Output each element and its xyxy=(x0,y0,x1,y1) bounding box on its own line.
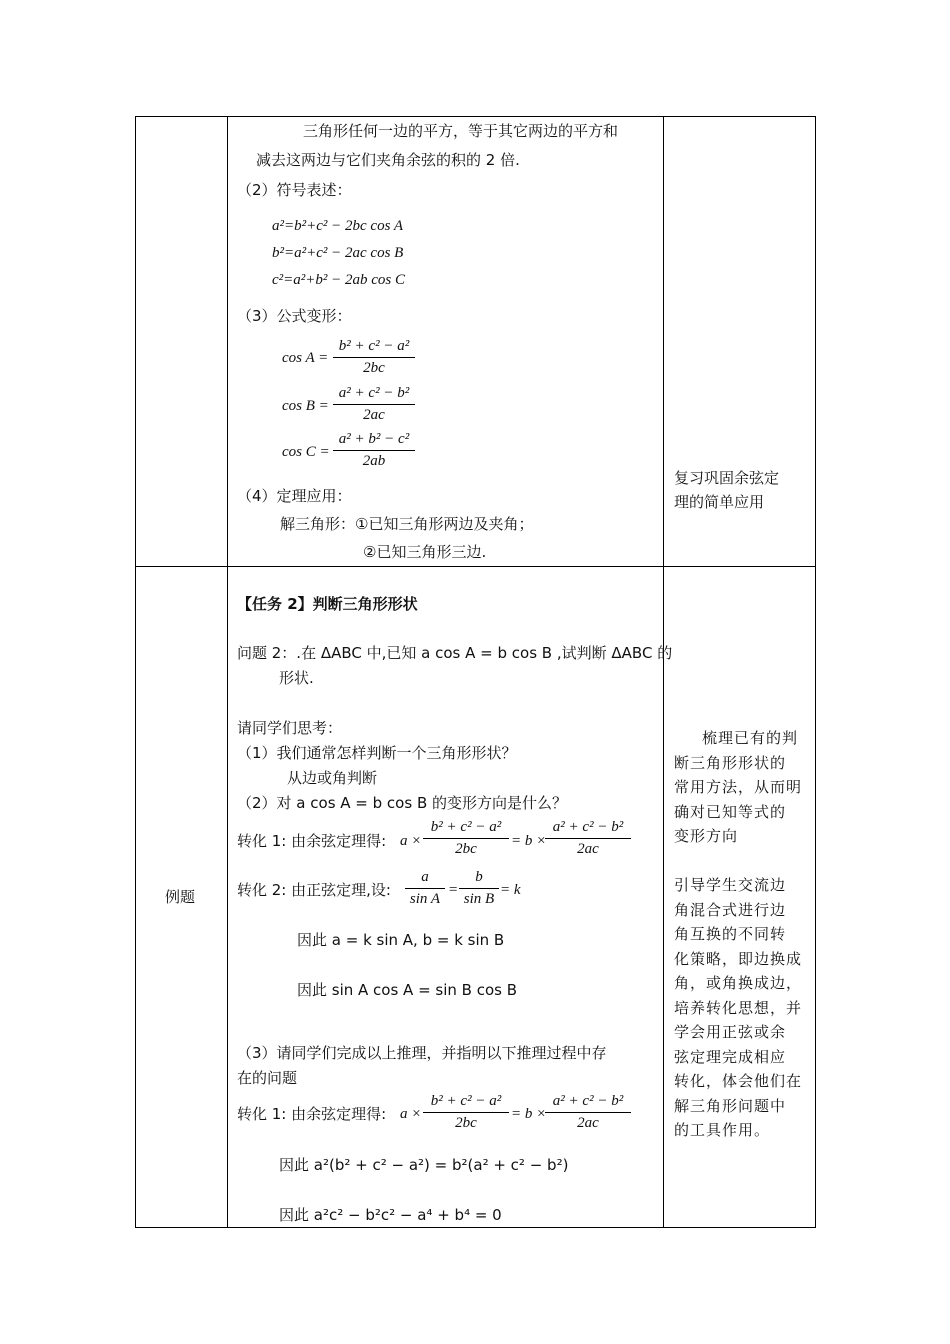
conversion1b-label: 转化 1: 由余弦定理得: xyxy=(237,1105,387,1123)
law-of-cosines-eq-a: a²=b²+c² − 2bc cos A xyxy=(272,218,404,234)
therefore-line4: 因此 a²c² − b²c² − a⁴ + b⁴ = 0 xyxy=(279,1206,502,1224)
row2-note-line: 角，或角换成边， xyxy=(674,974,803,992)
conversion1-fraction-right xyxy=(545,819,631,858)
conversion1b-fraction-right xyxy=(545,1093,631,1132)
conversion2-den-a: sin A xyxy=(409,891,441,907)
apply-line1: 解三角形：①已知三角形两边及夹角； xyxy=(280,515,534,533)
row2-note-line: 引导学生交流边 xyxy=(674,876,787,894)
row2-note-line: 的工具作用。 xyxy=(674,1121,771,1139)
apply-line2: ②已知三角形三边. xyxy=(363,543,487,561)
cosB-fraction xyxy=(333,385,415,424)
conversion1-den-left: 2bc xyxy=(455,841,477,857)
cosA-fraction xyxy=(333,338,415,377)
row2-note-line: 弦定理完成相应 xyxy=(674,1047,787,1066)
conversion1-fraction-left xyxy=(423,819,509,858)
row2-note-line xyxy=(674,849,809,874)
conversion1b-num-right: a² + c² − b² xyxy=(552,1093,624,1109)
transform-heading: （3）公式变形： xyxy=(237,307,352,325)
row2-note-line: 断三角形形状的 xyxy=(674,753,787,772)
cosC-lhs: cos C = xyxy=(282,444,330,460)
table-border-bottom xyxy=(135,1227,816,1228)
row1-note-line2: 理的简单应用 xyxy=(674,493,765,511)
conversion1b-fraction-left xyxy=(423,1093,509,1132)
row2-label: 例题 xyxy=(165,888,196,906)
law-of-cosines-eq-b: b²=a²+c² − 2ac cos B xyxy=(272,245,404,261)
cosA-numerator: b² + c² − a² xyxy=(338,338,410,354)
task-title: 【任务 2】判断三角形形状 xyxy=(237,595,418,613)
row2-note-line: 确对已知等式的 xyxy=(674,802,787,821)
conversion1-num-right: a² + c² − b² xyxy=(552,819,624,835)
conversion1b-a-times: a × xyxy=(400,1106,422,1122)
table-col-divider-1 xyxy=(227,116,228,1228)
cosC-denominator: 2ab xyxy=(362,453,386,469)
step1-question: （1）我们通常怎样判断一个三角形形状？ xyxy=(237,744,517,762)
conversion2-equals-k: = k xyxy=(500,882,521,898)
conversion1-a-times: a × xyxy=(400,833,422,849)
step3-line1: （3）请同学们完成以上推理，并指明以下推理过程中存 xyxy=(237,1044,607,1062)
row2-note-line: 化策略，即边换成 xyxy=(674,949,803,968)
conversion2-fraction-a xyxy=(405,869,445,908)
symbol-heading: （2）符号表述： xyxy=(237,181,352,199)
cosA-lhs: cos A = xyxy=(282,350,329,366)
row2-notes xyxy=(674,726,809,1143)
cosC-fraction xyxy=(333,431,415,470)
row1-note-line1: 复习巩固余弦定 xyxy=(674,469,780,487)
conversion2-fraction-b xyxy=(459,869,499,908)
conversion2-den-b: sin B xyxy=(463,891,495,907)
table-border-top xyxy=(135,116,816,117)
conversion1b-equals-b: = b × xyxy=(511,1106,547,1122)
row2-note-line: 解三角形问题中 xyxy=(674,1096,787,1115)
conversion1b-den-right: 2ac xyxy=(577,1115,599,1131)
conversion1b-den-left: 2bc xyxy=(455,1115,477,1131)
step1-answer: 从边或角判断 xyxy=(287,769,378,787)
step2-question: （2）对 a cos A = b cos B 的变形方向是什么？ xyxy=(237,794,568,812)
row2-note-line: 转化，体会他们在 xyxy=(674,1072,803,1090)
conversion1-num-left: b² + c² − a² xyxy=(430,819,502,835)
row2-note-line: 梳理已有的判 xyxy=(702,729,799,747)
table-border-right xyxy=(815,116,816,1228)
think-prompt: 请同学们思考： xyxy=(237,719,343,737)
conversion1b-num-left: b² + c² − a² xyxy=(430,1093,502,1109)
conversion2-label: 转化 2: 由正弦定理,设: xyxy=(237,881,391,899)
row2-note-line: 学会用正弦或余 xyxy=(674,1023,787,1041)
cosC-numerator: a² + b² − c² xyxy=(338,431,410,447)
cosB-numerator: a² + c² − b² xyxy=(338,385,410,401)
theorem-statement-line1: 三角形任何一边的平方，等于其它两边的平方和 xyxy=(303,122,619,140)
question-line2: 形状. xyxy=(279,669,314,687)
therefore-line2: 因此 sin A cos A = sin B cos B xyxy=(297,981,518,999)
conversion2-num-a: a xyxy=(421,869,429,885)
row2-note-line: 角混合式进行边 xyxy=(674,900,787,919)
apply-heading: （4）定理应用： xyxy=(237,487,352,505)
row2-note-line: 培养转化思想，并 xyxy=(674,998,803,1017)
table-row-divider xyxy=(135,566,816,567)
row2-note-line: 角互换的不同转 xyxy=(674,925,787,943)
conversion1-equals-b: = b × xyxy=(511,833,547,849)
table-border-left xyxy=(135,116,136,1228)
step3-line2: 在的问题 xyxy=(237,1069,298,1087)
cosB-lhs: cos B = xyxy=(282,398,329,414)
row2-note-line: 常用方法，从而明 xyxy=(674,778,803,796)
row2-note-line: 变形方向 xyxy=(674,827,739,845)
cosA-denominator: 2bc xyxy=(363,360,385,376)
conversion2-num-b: b xyxy=(475,869,483,885)
law-of-cosines-eq-c: c²=a²+b² − 2ab cos C xyxy=(272,272,406,288)
theorem-statement-line2: 减去这两边与它们夹角余弦的积的 2 倍. xyxy=(256,151,520,169)
conversion1-label: 转化 1: 由余弦定理得: xyxy=(237,832,387,850)
therefore-line1: 因此 a = k sin A, b = k sin B xyxy=(297,931,505,949)
conversion1-den-right: 2ac xyxy=(577,841,599,857)
cosB-denominator: 2ac xyxy=(363,407,385,423)
table-col-divider-2 xyxy=(663,116,664,1228)
therefore-line3: 因此 a²(b² + c² − a²) = b²(a² + c² − b²) xyxy=(279,1156,569,1174)
conversion2-equals: = xyxy=(448,882,459,898)
question-line1: 问题 2：.在 ΔABC 中,已知 a cos A = b cos B ,试判断 ΔABC 的 xyxy=(237,644,673,662)
